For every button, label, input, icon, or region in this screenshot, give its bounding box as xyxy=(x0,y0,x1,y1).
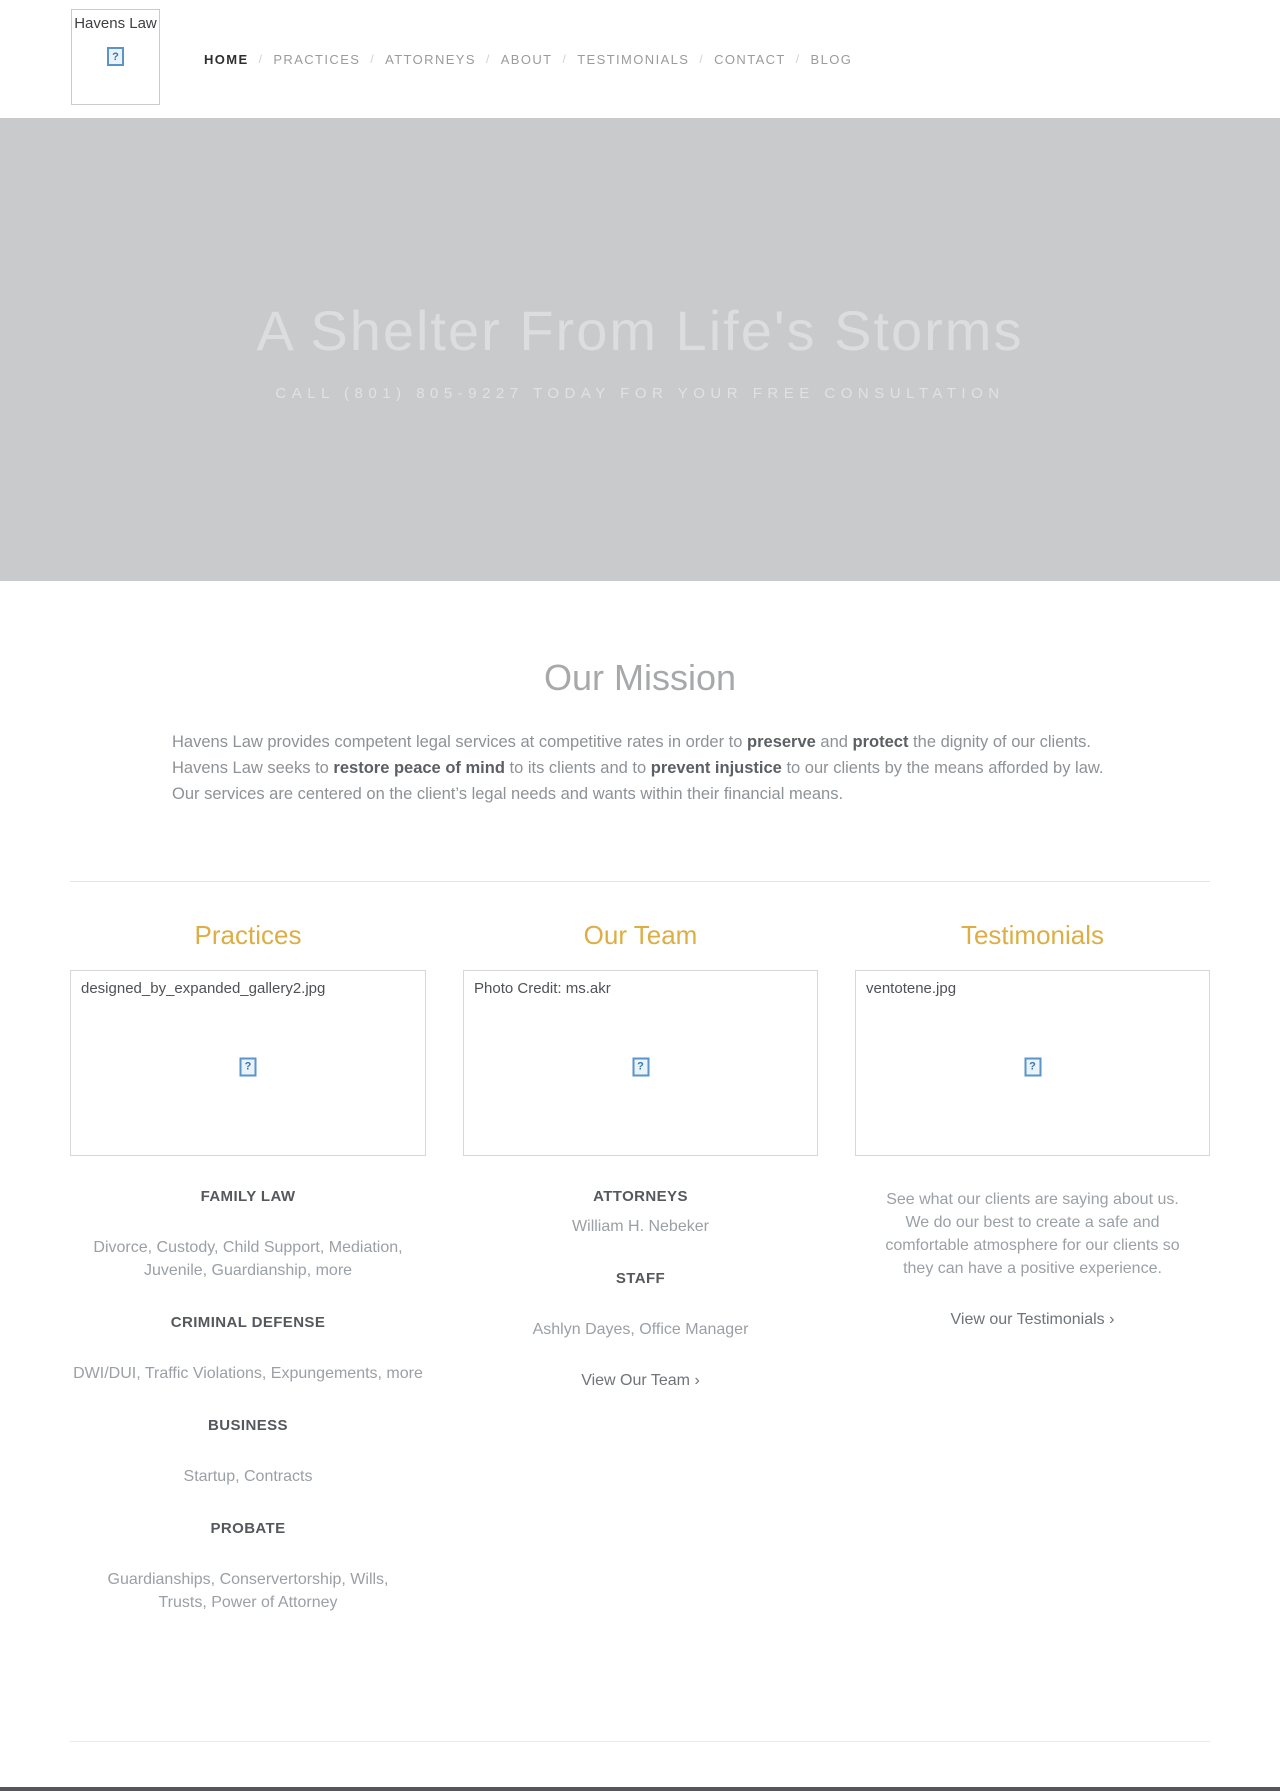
nav-item-blog[interactable]: BLOG xyxy=(810,51,853,67)
testimonials-column xyxy=(855,882,1210,1614)
nav-item-practices[interactable]: PRACTICES xyxy=(273,51,361,67)
site-header xyxy=(0,0,1280,118)
team-title: Our Team xyxy=(583,920,698,950)
mission-text-part: to our clients by the means afforded by law. Our services are centered on the client’s legal needs and wants within their financial means. xyxy=(172,759,1104,803)
practice-heading-family-law: FAMILY LAW xyxy=(200,1188,296,1205)
team-heading-attorneys: ATTORNEYS xyxy=(593,1188,688,1205)
mission-text-part: Havens Law provides competent legal services at competitive rates in order to xyxy=(172,733,748,751)
practice-text-family-law: Divorce, Custody, Child Support, Mediation, Juvenile, Guardianship, more xyxy=(93,1239,403,1279)
mission-text-part: the dignity of our clients. Havens Law seeks to xyxy=(172,733,1091,777)
nav-item-home[interactable]: HOME xyxy=(204,51,249,67)
mission-bold-preserve: preserve xyxy=(747,733,816,751)
mission-title: Our Mission xyxy=(543,657,737,698)
view-testimonials-link[interactable]: View our Testimonials › xyxy=(950,1311,1115,1328)
hero-subtitle: CALL (801) 805-9227 TODAY FOR YOUR FREE CONSULTATION xyxy=(275,384,1005,402)
nav-separator: / xyxy=(562,52,568,66)
team-image[interactable] xyxy=(463,970,818,1156)
nav-item-about[interactable]: ABOUT xyxy=(500,51,553,67)
mission-bold-restore: restore peace of mind xyxy=(333,759,505,777)
practices-column xyxy=(70,882,426,1614)
view-our-team-link[interactable]: View Our Team › xyxy=(581,1372,700,1389)
main-nav xyxy=(204,0,852,118)
team-staff-name: Ashlyn Dayes, Office Manager xyxy=(532,1321,749,1338)
practice-heading-probate: PROBATE xyxy=(210,1520,286,1537)
practice-heading-criminal-defense: CRIMINAL DEFENSE xyxy=(170,1314,326,1331)
nav-separator: / xyxy=(699,52,705,66)
team-heading-staff: STAFF xyxy=(615,1270,666,1287)
practices-title: Practices xyxy=(194,920,302,950)
mission-section xyxy=(0,581,1280,807)
nav-item-contact[interactable]: CONTACT xyxy=(714,51,786,67)
broken-image-icon: ? xyxy=(107,47,124,66)
footer-divider xyxy=(70,1741,1210,1742)
logo-alt-text: Havens Law xyxy=(74,15,157,32)
nav-separator: / xyxy=(795,52,801,66)
nav-item-testimonials[interactable]: TESTIMONIALS xyxy=(577,51,690,67)
practices-image-alt: designed_by_expanded_gallery2.jpg xyxy=(81,980,326,997)
hero-title: A Shelter From Life's Storms xyxy=(256,298,1024,362)
broken-image-icon: ? xyxy=(632,1057,649,1076)
practice-text-probate: Guardianships, Conservertorship, Wills, Trusts, Power of Attorney xyxy=(107,1571,389,1611)
mission-bold-protect: protect xyxy=(852,733,909,751)
practice-text-criminal-defense: DWI/DUI, Traffic Violations, Expungements, more xyxy=(73,1365,423,1382)
mission-text-part: and xyxy=(815,733,853,751)
broken-image-icon: ? xyxy=(240,1057,257,1076)
team-attorney-name: William H. Nebeker xyxy=(572,1218,709,1235)
mission-bold-injustice: prevent injustice xyxy=(650,759,782,777)
nav-separator: / xyxy=(258,52,264,66)
nav-separator: / xyxy=(485,52,491,66)
testimonials-text: See what our clients are saying about us. We do our best to create a safe and comfortable atmosphere for our clients so they can have a positive experience. xyxy=(885,1191,1180,1277)
testimonials-image-alt: ventotene.jpg xyxy=(866,980,957,997)
practice-heading-business: BUSINESS xyxy=(208,1417,288,1434)
mission-paragraph xyxy=(172,729,1108,807)
feature-columns xyxy=(70,882,1210,1614)
testimonials-title: Testimonials xyxy=(960,920,1105,950)
team-column xyxy=(463,882,818,1614)
practices-image[interactable] xyxy=(70,970,426,1156)
broken-image-icon: ? xyxy=(1024,1057,1041,1076)
testimonials-image[interactable] xyxy=(855,970,1210,1156)
nav-separator: / xyxy=(370,52,376,66)
nav-item-attorneys[interactable]: ATTORNEYS xyxy=(385,51,476,67)
mission-text-part: to its clients and to xyxy=(504,759,651,777)
hero-banner xyxy=(0,118,1280,581)
practice-text-business: Startup, Contracts xyxy=(183,1468,313,1485)
logo[interactable] xyxy=(71,9,160,105)
footer-bar xyxy=(0,1787,1280,1791)
team-image-alt: Photo Credit: ms.akr xyxy=(474,980,611,997)
